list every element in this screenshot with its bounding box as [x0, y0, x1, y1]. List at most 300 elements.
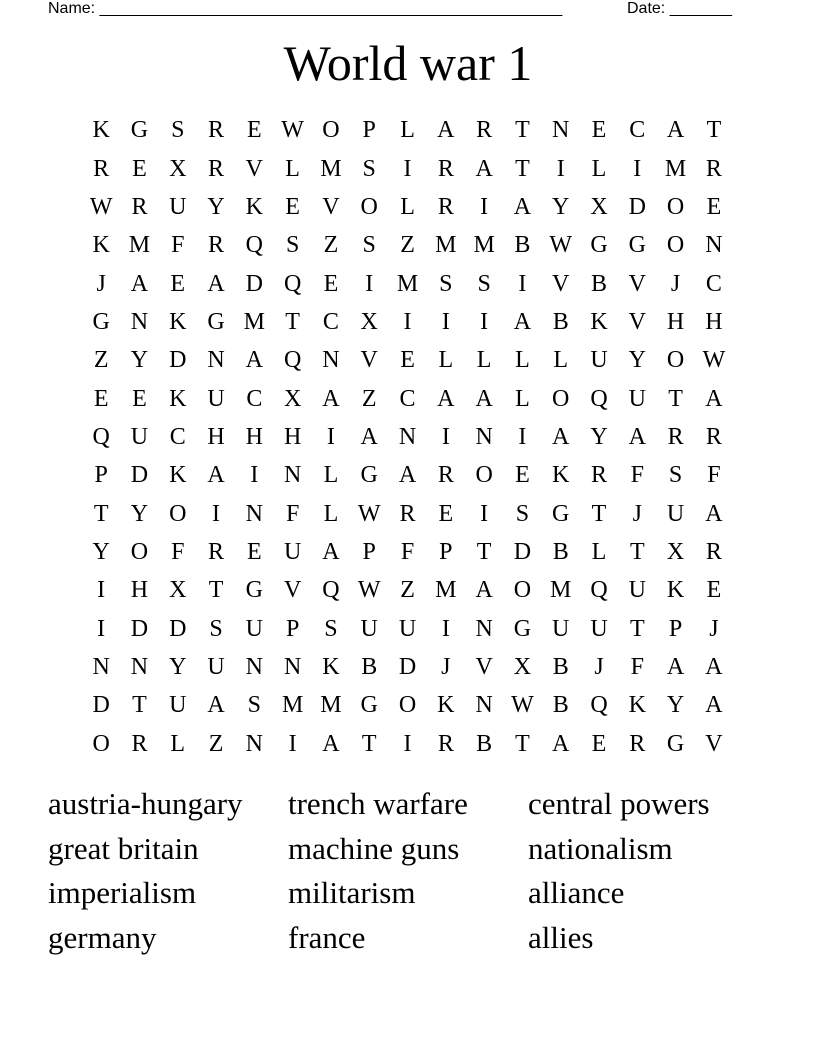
grid-cell: R — [705, 538, 722, 565]
grid-cell: X — [169, 577, 187, 604]
grid-cell: L — [285, 155, 300, 182]
grid-cell: O — [475, 462, 493, 489]
grid-cell: T — [132, 692, 147, 719]
grid-cell: R — [208, 155, 225, 182]
grid-cell: N — [245, 653, 263, 680]
grid-cell: I — [441, 615, 450, 642]
grid-cell: U — [207, 385, 225, 412]
grid-row — [82, 188, 733, 226]
grid-cell: Y — [628, 347, 646, 374]
grid-cell: Y — [207, 193, 225, 220]
grid-cell: B — [552, 308, 569, 335]
grid-cell: Q — [590, 577, 608, 604]
grid-cell: P — [285, 615, 300, 642]
grid-cell: K — [552, 462, 570, 489]
grid-cell: S — [515, 500, 530, 527]
grid-cell: K — [322, 653, 340, 680]
grid-cell: Q — [245, 232, 263, 259]
grid-cell: O — [130, 538, 149, 565]
grid-cell: R — [437, 462, 454, 489]
grid-cell: W — [357, 500, 381, 527]
grid-cell: M — [473, 232, 495, 259]
grid-cell: M — [396, 270, 419, 297]
grid-cell: I — [633, 155, 642, 182]
grid-cell: J — [96, 270, 106, 297]
grid-cell: R — [131, 730, 148, 757]
grid-cell: H — [283, 423, 302, 450]
grid-cell: I — [441, 308, 450, 335]
grid-cell: A — [360, 423, 378, 450]
grid-cell: N — [705, 232, 723, 259]
grid-cell: A — [437, 385, 455, 412]
grid-cell: H — [245, 423, 263, 450]
grid-cell: U — [590, 347, 608, 374]
grid-cell: G — [360, 462, 378, 489]
grid-cell: L — [515, 385, 530, 412]
grid-cell: F — [630, 462, 644, 489]
grid-cell: G — [207, 308, 225, 335]
grid-cell: M — [243, 308, 265, 335]
grid-cell: I — [556, 155, 565, 182]
grid-cell: E — [285, 193, 300, 220]
grid-cell: R — [629, 730, 646, 757]
grid-cell: O — [360, 193, 378, 220]
grid-cell: I — [403, 730, 412, 757]
grid-cell: N — [552, 117, 570, 144]
grid-cell: U — [360, 615, 378, 642]
grid-cell: Z — [361, 385, 377, 412]
grid-cell: B — [552, 692, 569, 719]
grid-cell: C — [169, 423, 186, 450]
grid-cell: M — [435, 232, 457, 259]
grid-cell: J — [709, 615, 719, 642]
grid-cell: E — [706, 577, 722, 604]
grid-cell: X — [360, 308, 378, 335]
word-list-item: imperialism — [48, 875, 197, 911]
grid-cell: E — [591, 117, 607, 144]
grid-cell: S — [668, 462, 683, 489]
grid-cell: S — [209, 615, 223, 642]
grid-cell: E — [132, 155, 147, 182]
grid-cell: Y — [666, 692, 685, 719]
grid-cell: V — [628, 270, 646, 297]
grid-cell: T — [208, 577, 224, 604]
grid-cell: S — [439, 270, 453, 297]
grid-cell: A — [666, 117, 685, 144]
grid-cell: X — [283, 385, 302, 412]
grid-cell: I — [288, 730, 297, 757]
grid-cell: V — [705, 730, 723, 757]
grid-cell: A — [322, 385, 340, 412]
grid-cell: M — [320, 155, 342, 182]
grid-cell: B — [591, 270, 608, 297]
grid-cell: F — [400, 538, 415, 565]
grid-cell: I — [480, 500, 489, 527]
grid-cell: U — [130, 423, 149, 450]
word-list-item: trench warfare — [288, 786, 468, 821]
grid-cell: J — [594, 653, 604, 680]
grid-cell: N — [207, 347, 225, 374]
grid-row — [82, 571, 733, 609]
grid-cell: P — [94, 462, 108, 489]
word-list-item: germany — [48, 920, 157, 956]
grid-cell: G — [92, 308, 110, 335]
grid-cell: R — [208, 538, 225, 565]
grid-cell: E — [247, 117, 262, 144]
grid-cell: L — [438, 347, 454, 374]
grid-cell: Y — [169, 653, 187, 680]
grid-cell: A — [207, 462, 225, 489]
grid-cell: Z — [400, 577, 415, 604]
grid-cell: Z — [208, 730, 224, 757]
grid-row — [82, 533, 733, 571]
grid-cell: U — [552, 615, 570, 642]
grid-cell: S — [477, 270, 491, 297]
grid-cell: O — [666, 232, 685, 259]
grid-cell: T — [629, 538, 645, 565]
grid-cell: U — [666, 500, 685, 527]
grid-cell: I — [518, 270, 527, 297]
grid-cell: I — [97, 577, 106, 604]
word-list-item: central powers — [528, 786, 710, 821]
grid-cell: F — [171, 538, 185, 565]
grid-cell: E — [247, 538, 262, 565]
grid-cell: R — [437, 193, 454, 220]
grid-cell: N — [245, 730, 263, 757]
grid-cell: B — [361, 653, 378, 680]
grid-row — [82, 111, 733, 149]
grid-cell: P — [362, 538, 376, 565]
grid-cell: G — [628, 232, 646, 259]
grid-cell: W — [511, 692, 534, 719]
grid-cell: K — [92, 232, 110, 259]
grid-cell: M — [664, 155, 687, 182]
grid-cell: H — [130, 577, 149, 604]
grid-cell: F — [285, 500, 300, 527]
grid-cell: R — [208, 232, 225, 259]
grid-cell: V — [245, 155, 263, 182]
grid-cell: M — [550, 577, 572, 604]
grid-cell: L — [323, 500, 339, 527]
grid-cell: A — [437, 117, 455, 144]
grid-cell: E — [93, 385, 109, 412]
grid-cell: N — [130, 653, 149, 680]
grid-cell: T — [285, 308, 300, 335]
grid-cell: C — [246, 385, 263, 412]
grid-cell: R — [208, 117, 225, 144]
grid-cell: N — [283, 653, 302, 680]
grid-cell: K — [169, 385, 187, 412]
grid-cell: E — [591, 730, 607, 757]
grid-cell: L — [400, 193, 415, 220]
grid-cell: Q — [322, 577, 340, 604]
grid-cell: M — [128, 232, 151, 259]
grid-cell: U — [245, 615, 263, 642]
grid-cell: I — [365, 270, 374, 297]
grid-cell: L — [400, 117, 415, 144]
word-list-item: austria-hungary — [48, 786, 243, 821]
grid-cell: K — [628, 692, 646, 719]
grid-cell: U — [398, 615, 417, 642]
grid-cell: V — [360, 347, 378, 374]
grid-cell: S — [362, 232, 376, 259]
grid-cell: Q — [283, 347, 302, 374]
grid-cell: E — [170, 270, 186, 297]
grid-cell: O — [513, 577, 532, 604]
grid-cell: D — [130, 615, 149, 642]
grid-cell: D — [92, 692, 110, 719]
grid-cell: M — [281, 692, 304, 719]
grid-cell: D — [169, 615, 187, 642]
grid-cell: D — [513, 538, 532, 565]
grid-cell: U — [207, 653, 225, 680]
grid-cell: K — [666, 577, 685, 604]
grid-cell: O — [666, 347, 685, 374]
grid-cell: I — [441, 423, 450, 450]
word-list-item: france — [288, 920, 366, 956]
grid-cell: E — [400, 347, 415, 374]
grid-cell: E — [323, 270, 339, 297]
grid-cell: F — [707, 462, 721, 489]
grid-cell: I — [250, 462, 259, 489]
grid-cell: G — [590, 232, 608, 259]
grid-cell: U — [628, 385, 646, 412]
grid-cell: L — [553, 347, 569, 374]
grid-cell: W — [549, 232, 573, 259]
grid-row — [82, 648, 733, 686]
grid-cell: G — [360, 692, 378, 719]
grid-cell: X — [169, 155, 187, 182]
grid-cell: I — [518, 423, 527, 450]
grid-row — [82, 418, 733, 456]
grid-cell: Y — [92, 538, 110, 565]
name-line: Name: ____________________________________________________ — [48, 0, 563, 17]
grid-row — [82, 379, 733, 417]
grid-cell: A — [705, 385, 723, 412]
grid-cell: T — [668, 385, 683, 412]
grid-cell: N — [92, 653, 110, 680]
grid-cell: K — [92, 117, 110, 144]
grid-cell: K — [169, 462, 187, 489]
grid-cell: V — [322, 193, 340, 220]
grid-cell: A — [705, 692, 723, 719]
grid-cell: L — [323, 462, 339, 489]
grid-cell: A — [475, 577, 493, 604]
grid-cell: R — [705, 423, 722, 450]
word-list-item: great britain — [48, 830, 199, 866]
grid-cell: N — [398, 423, 417, 450]
grid-cell: K — [245, 193, 263, 220]
grid-cell: E — [438, 500, 454, 527]
grid-cell: Y — [552, 193, 570, 220]
grid-row — [82, 456, 733, 494]
grid-row — [82, 725, 733, 763]
grid-cell: L — [476, 347, 492, 374]
grid-cell: M — [435, 577, 457, 604]
grid-cell: R — [131, 193, 148, 220]
grid-cell: X — [666, 538, 685, 565]
grid-cell: G — [513, 615, 532, 642]
grid-cell: A — [207, 692, 225, 719]
grid-cell: Y — [130, 500, 149, 527]
grid-cell: C — [322, 308, 339, 335]
grid-cell: V — [628, 308, 646, 335]
grid-cell: Q — [283, 270, 302, 297]
grid-cell: Q — [590, 692, 608, 719]
word-list-item: militarism — [288, 875, 416, 911]
grid-row — [82, 341, 733, 379]
grid-cell: T — [706, 117, 722, 144]
grid-cell: R — [93, 155, 110, 182]
grid-cell: L — [515, 347, 530, 374]
grid-cell: K — [169, 308, 187, 335]
grid-cell: Y — [590, 423, 608, 450]
grid-cell: K — [437, 692, 455, 719]
grid-cell: K — [590, 308, 608, 335]
grid-cell: A — [552, 730, 570, 757]
grid-cell: O — [92, 730, 110, 757]
grid-row — [82, 149, 733, 187]
grid-row — [82, 609, 733, 647]
grid-cell: A — [130, 270, 149, 297]
grid-cell: G — [245, 577, 263, 604]
grid-cell: T — [93, 500, 109, 527]
word-list-item: machine guns — [288, 830, 460, 866]
grid-cell: G — [130, 117, 149, 144]
grid-cell: J — [670, 270, 681, 297]
grid-cell: T — [629, 615, 645, 642]
page-title: World war 1 — [283, 35, 533, 91]
grid-cell: L — [591, 538, 607, 565]
grid-cell: I — [480, 193, 489, 220]
grid-row — [82, 494, 733, 532]
grid-cell: Z — [93, 347, 109, 374]
header — [48, 0, 748, 20]
grid-cell: H — [207, 423, 225, 450]
grid-cell: O — [169, 500, 187, 527]
grid-cell: A — [552, 423, 570, 450]
grid-cell: W — [89, 193, 113, 220]
grid-row — [82, 226, 733, 264]
grid-cell: A — [666, 653, 685, 680]
grid-row — [82, 303, 733, 341]
grid-cell: A — [207, 270, 225, 297]
grid-cell: U — [169, 193, 187, 220]
grid-cell: U — [169, 692, 187, 719]
grid-cell: R — [705, 155, 722, 182]
grid-cell: A — [245, 347, 263, 374]
grid-cell: R — [437, 155, 454, 182]
grid-cell: D — [245, 270, 263, 297]
grid-cell: J — [441, 653, 451, 680]
grid-cell: H — [666, 308, 685, 335]
grid-cell: A — [513, 193, 532, 220]
grid-cell: W — [281, 117, 304, 144]
grid-cell: P — [439, 538, 453, 565]
grid-cell: X — [590, 193, 608, 220]
grid-cell: Z — [400, 232, 415, 259]
word-list-item: allies — [528, 920, 594, 956]
grid-cell: I — [326, 423, 335, 450]
grid-cell: A — [322, 538, 340, 565]
grid-cell: D — [398, 653, 417, 680]
grid-cell: D — [130, 462, 149, 489]
grid-cell: A — [475, 385, 493, 412]
grid-cell: Y — [130, 347, 149, 374]
grid-cell: B — [552, 653, 569, 680]
grid-cell: Q — [92, 423, 110, 450]
grid-cell: Q — [590, 385, 608, 412]
grid-cell: S — [247, 692, 262, 719]
word-list-item: nationalism — [528, 830, 673, 866]
grid-cell: I — [480, 308, 489, 335]
grid-cell: N — [475, 423, 493, 450]
grid-cell: I — [212, 500, 221, 527]
grid-cell: L — [170, 730, 186, 757]
grid-cell: Z — [323, 232, 339, 259]
grid-cell: I — [97, 615, 106, 642]
grid-cell: N — [322, 347, 340, 374]
grid-cell: T — [591, 500, 607, 527]
grid-cell: N — [283, 462, 302, 489]
grid-cell: A — [705, 500, 723, 527]
grid-cell: A — [475, 155, 493, 182]
grid-cell: W — [357, 577, 381, 604]
grid-cell: B — [476, 730, 493, 757]
grid-cell: S — [171, 117, 185, 144]
grid-cell: G — [666, 730, 685, 757]
grid-cell: F — [630, 653, 644, 680]
grid-cell: F — [171, 232, 185, 259]
grid-cell: R — [399, 500, 416, 527]
grid-cell: C — [705, 270, 722, 297]
grid-cell: M — [320, 692, 342, 719]
grid-cell: E — [132, 385, 147, 412]
grid-cell: V — [475, 653, 493, 680]
grid-cell: T — [515, 730, 530, 757]
grid-cell: I — [403, 155, 412, 182]
grid-cell: I — [403, 308, 412, 335]
grid-cell: O — [322, 117, 340, 144]
grid-cell: B — [514, 232, 531, 259]
grid-cell: V — [283, 577, 302, 604]
grid-cell: E — [515, 462, 530, 489]
grid-cell: A — [398, 462, 417, 489]
grid-cell: N — [130, 308, 149, 335]
grid-cell: S — [324, 615, 338, 642]
grid-cell: C — [399, 385, 416, 412]
grid-cell: A — [628, 423, 646, 450]
grid-cell: O — [552, 385, 570, 412]
grid-cell: H — [705, 308, 723, 335]
grid-cell: T — [361, 730, 377, 757]
grid-cell: U — [628, 577, 646, 604]
grid-cell: N — [245, 500, 263, 527]
grid-cell: C — [629, 117, 646, 144]
grid-cell: V — [552, 270, 570, 297]
grid-cell: L — [591, 155, 607, 182]
grid-cell: O — [666, 193, 685, 220]
grid-cell: G — [552, 500, 570, 527]
grid-cell: S — [362, 155, 376, 182]
grid-cell: P — [362, 117, 376, 144]
grid-cell: D — [628, 193, 646, 220]
word-search-grid — [82, 111, 733, 763]
grid-cell: J — [632, 500, 642, 527]
word-list — [48, 784, 768, 963]
grid-row — [82, 686, 733, 724]
grid-cell: U — [283, 538, 302, 565]
